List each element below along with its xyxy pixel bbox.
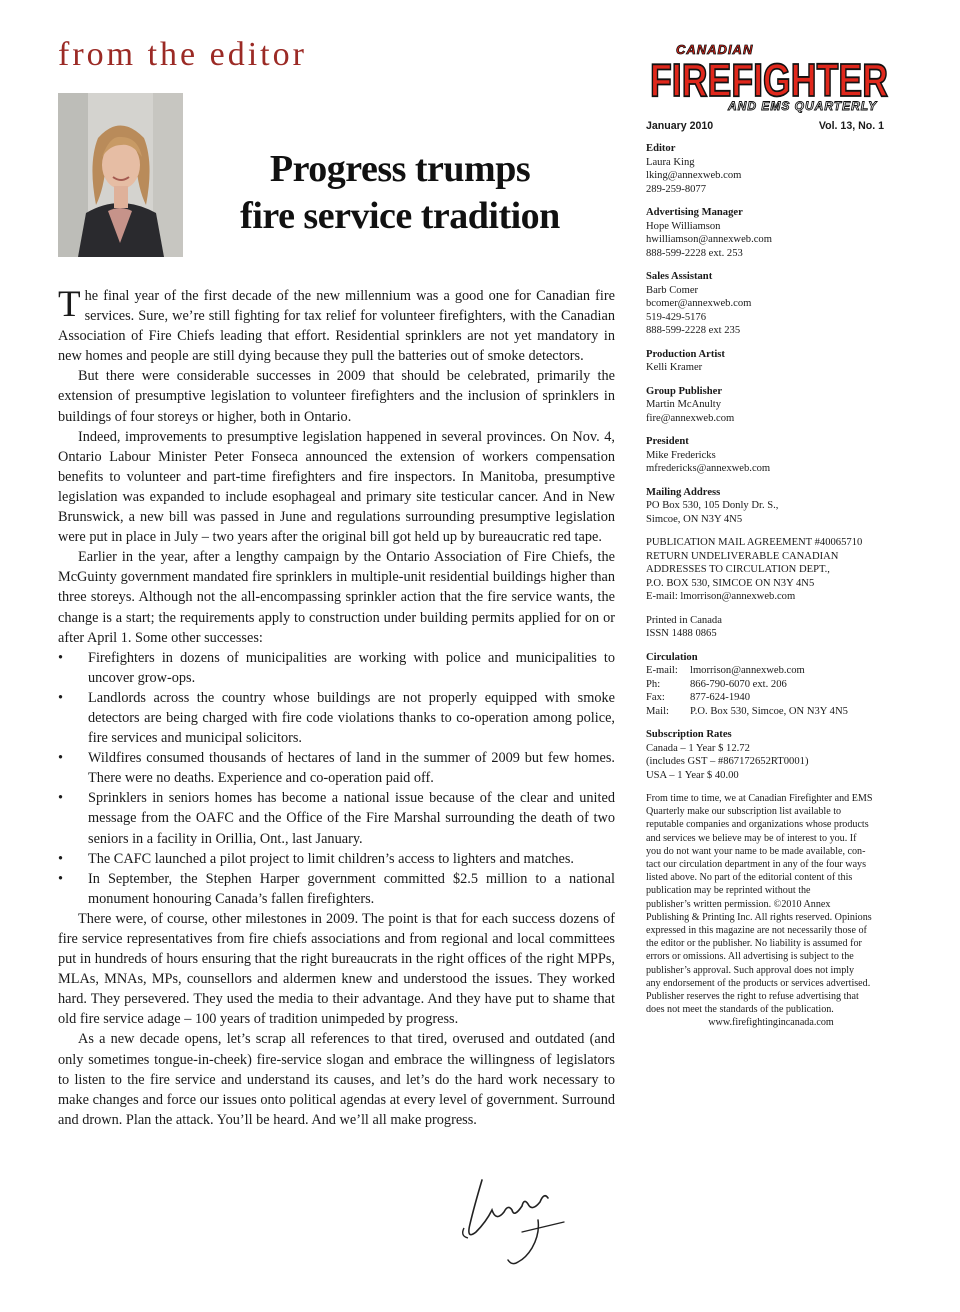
subscription-line: (includes GST – #867172652RT0001) [646,756,809,767]
staff-line: mfredericks@annexweb.com [646,463,771,474]
staff-line: 289-259-8077 [646,183,707,195]
disclaimer-line: errors or omissions. All advertising is subject to the [646,951,854,963]
article-paragraph: As a new decade opens, let’s scrap all references to that tired, overused and outdated (and only sometimes tongue-in-cheek) fire-service slogan and embrace the willingness of legislators to listen to the fire service and understand its causes, and let’s do the hard work necessary to make changes and force our issues onto political agendas at every level of government. Surround and drown. Plan the attack. You’ll be heard. And we’ll all make progress. [58,1031,615,1128]
staff-line: Laura King [646,156,695,168]
printed-info [646,614,896,641]
agreement-line: PUBLICATION MAIL AGREEMENT #40065710 [646,537,863,548]
staff-role: Advertising Manager [646,207,743,218]
disclaimer-line: the editor or the publisher. No liability is assumed for [646,938,862,950]
staff-role: President [646,436,689,447]
address-line: Simcoe, ON N3Y 4N5 [646,513,743,525]
svg-text:CANADIAN: CANADIAN [676,42,754,57]
disclaimer-line: publisher’s written permission. ©2010 Annex [646,898,831,910]
staff-line: Mike Fredericks [646,449,716,461]
article-paragraph: Indeed, improvements to presumptive legislation happened in several provinces. On Nov. 4, Ontario Labour Minister Peter Fonseca announced the extension of workers compensation benefits to volunteer and part-time firefighters and fire inspectors. In Manitoba, presumptive legislation was expanded to include esophageal and primary site testicular cancer. And in New Brunswick, a new bill was passed in June and regulations surrounding presumptive legislation were put in place in July – two years after the original bill got held up by bureaucratic red tape. [58,428,615,546]
circulation-row [646,691,896,705]
issue-date: January 2010 [646,120,714,132]
staff-line: hwilliamson@annexweb.com [646,234,772,245]
svg-text:FIREFIGHTER: FIREFIGHTER [650,54,888,106]
mailing-address [646,486,896,527]
subscription-block [646,728,896,782]
staff-role: Group Publisher [646,385,723,397]
list-item: • Firefighters in dozens of municipalities are working with police and municipalities to uncover grow-ops. [58,648,615,688]
staff-line: bcomer@annexweb.com [646,298,752,309]
disclaimer-line: does not meet the standards of the publication. [646,1004,834,1016]
staff-role: Production Artist [646,348,725,360]
disclaimer-line: you do not want your name to be made available, con- [646,845,866,857]
agreement-line: P.O. BOX 530, SIMCOE ON N3Y 4N5 [646,577,815,589]
list-item: • Wildfires consumed thousands of hectares of land in the summer of 2009 but few homes. There were no deaths. Experience and co-operation paid off. [58,748,615,788]
subscription-label: Subscription Rates [646,729,732,740]
disclaimer-line: reputable companies and organizations whose products [646,819,869,831]
staff-block [646,270,896,338]
circulation-key: Ph: [646,678,661,690]
subscription-line: Canada – 1 Year $ 12.72 [646,742,750,754]
list-item: • Landlords across the country whose buildings are not properly equipped with smoke detectors are being charged with fire code violations thanks to co-operation among police, fire services and municipal solicitors. [58,688,615,748]
printed-line: ISSN 1488 0865 [646,628,717,639]
subscription-line: USA – 1 Year $ 40.00 [646,769,739,781]
list-item: • In September, the Stephen Harper government committed $2.5 million to a national monument honouring Canada’s fallen firefighters. [58,869,615,909]
disclaimer-line: Publishing & Printing Inc. All rights reserved. Opinions [646,911,872,923]
headline-line: Progress trumps [269,148,531,190]
printed-line: Printed in Canada [646,614,722,626]
circulation-key: E-mail: [646,665,678,676]
issue-volume: Vol. 13, No. 1 [818,120,884,132]
svg-text:AND EMS QUARTERLY: AND EMS QUARTERLY [728,99,878,113]
circulation-label: Circulation [646,651,698,663]
staff-block [646,435,896,476]
agreement-line: RETURN UNDELIVERABLE CANADIAN [646,550,839,562]
editor-photo [58,93,183,257]
publication-agreement [646,536,896,604]
headline-line: fire service tradition [240,195,560,237]
section-title: from the editor [58,36,307,73]
disclaimer-line: any endorsement of the products or services advertised. [646,977,871,989]
staff-role: Sales Assistant [646,271,713,282]
magazine-logo [646,40,890,114]
circulation-value: lmorrison@annexweb.com [690,665,805,676]
disclaimer-line: listed above. No part of the editorial content of this [646,872,853,884]
staff-line: 519-429-5176 [646,311,707,323]
staff-line: fire@annexweb.com [646,412,735,424]
successes-list [58,648,615,909]
disclaimer-line: Quarterly make our subscription list available to [646,806,842,818]
circulation-row [646,678,896,692]
dropcap: T [58,284,81,325]
staff-block [646,348,896,375]
address-line: PO Box 530, 105 Donly Dr. S., [646,500,779,511]
circulation-key: Fax: [646,692,665,703]
staff-role: Editor [646,143,676,154]
headline [210,146,590,240]
editor-signature [452,1162,572,1272]
article-paragraph [58,286,615,366]
staff-block [646,142,896,196]
disclaimer-line: publication may be reprinted without the [646,885,811,897]
circulation-block [646,651,896,719]
agreement-line: E-mail: lmorrison@annexweb.com [646,591,796,602]
masthead [646,142,896,1030]
staff-line: lking@annexweb.com [646,170,742,181]
disclaimer-line: tact our circulation department in any of the four ways [646,859,867,871]
disclaimer-line: From time to time, we at Canadian Firefighter and EMS [646,793,873,804]
staff-line: 888-599-2228 ext. 253 [646,247,743,259]
staff-block [646,385,896,426]
website-link[interactable]: www.firefightingincanada.com [708,1017,834,1029]
staff-line: Martin McAnulty [646,399,722,410]
staff-role: Mailing Address [646,486,721,498]
list-item: • The CAFC launched a pilot project to limit children’s access to lighters and matches. [58,849,615,869]
article-paragraph: There were, of course, other milestones in 2009. The point is that for each success dozens of fire service representatives from fire chiefs associations and from regional and local committees put in hundreds of hours ensuring that the right bureaucrats in the right offices of the right MPPs, MLAs, MNAs, MPs, counsellors and aldermen knew and understood the issues. They worked hard. They persevered. They used the media to their advantage. And they have put to shame that old fire service adage – 100 years of tradition unimpeded by progress. [58,910,615,1028]
disclaimer [646,792,896,1030]
paragraph-text: he final year of the first decade of the new millennium was a good one for Canadian fire services. Sure, we’re still fighting for tax relief for volunteer firefighters, with the Canadian Association of Fire Chiefs leading that effort. Residential sprinklers are not yet mandatory in new homes and people are still dying because they pull the batteries out of smoke detectors. [58,288,615,365]
article-paragraph: Earlier in the year, after a lengthy campaign by the Ontario Association of Fire Chiefs, the McGuinty government mandated fire sprinklers in multiple-unit residential buildings higher than three storeys. Although not the all-encompassing sprinkler action that the fire service wants, the change is a start; the requirements apply to construction under building permits applied for on or after April 1. Some other successes: [58,549,615,646]
circulation-value: 866-790-6070 ext. 206 [690,678,787,690]
article-body [58,286,615,1130]
staff-line: Kelli Kramer [646,362,703,373]
staff-block [646,206,896,260]
circulation-value: 877-624-1940 [690,692,751,703]
circulation-value: P.O. Box 530, Simcoe, ON N3Y 4N5 [690,705,848,717]
article-paragraph: But there were considerable successes in 2009 that should be celebrated, primarily the extension of presumptive legislation to volunteer firefighters and the inclusion of sprinklers in buildings of four storeys or higher, both in Ontario. [58,368,615,425]
staff-line: Hope Williamson [646,220,721,232]
disclaimer-line: Publisher reserves the right to refuse advertising that [646,991,859,1003]
agreement-line: ADDRESSES TO CIRCULATION DEPT., [646,564,830,575]
issue-info [646,120,884,134]
disclaimer-line: and services we believe may be of interest to you. If [646,832,857,844]
disclaimer-line: expressed in this magazine are not necessarily those of [646,925,867,937]
circulation-row [646,664,896,678]
disclaimer-line: publisher’s approval. Such approval does not imply [646,964,855,976]
circulation-row [646,705,896,719]
circulation-key: Mail: [646,705,669,717]
staff-line: Barb Comer [646,284,699,296]
list-item: • Sprinklers in seniors homes has become a national issue because of the clear and united message from the OAFC and the Office of the Fire Marshal surrounding the death of two seniors in a facility in Orillia, Ont., last January. [58,788,615,848]
staff-line: 888-599-2228 ext 235 [646,325,741,336]
